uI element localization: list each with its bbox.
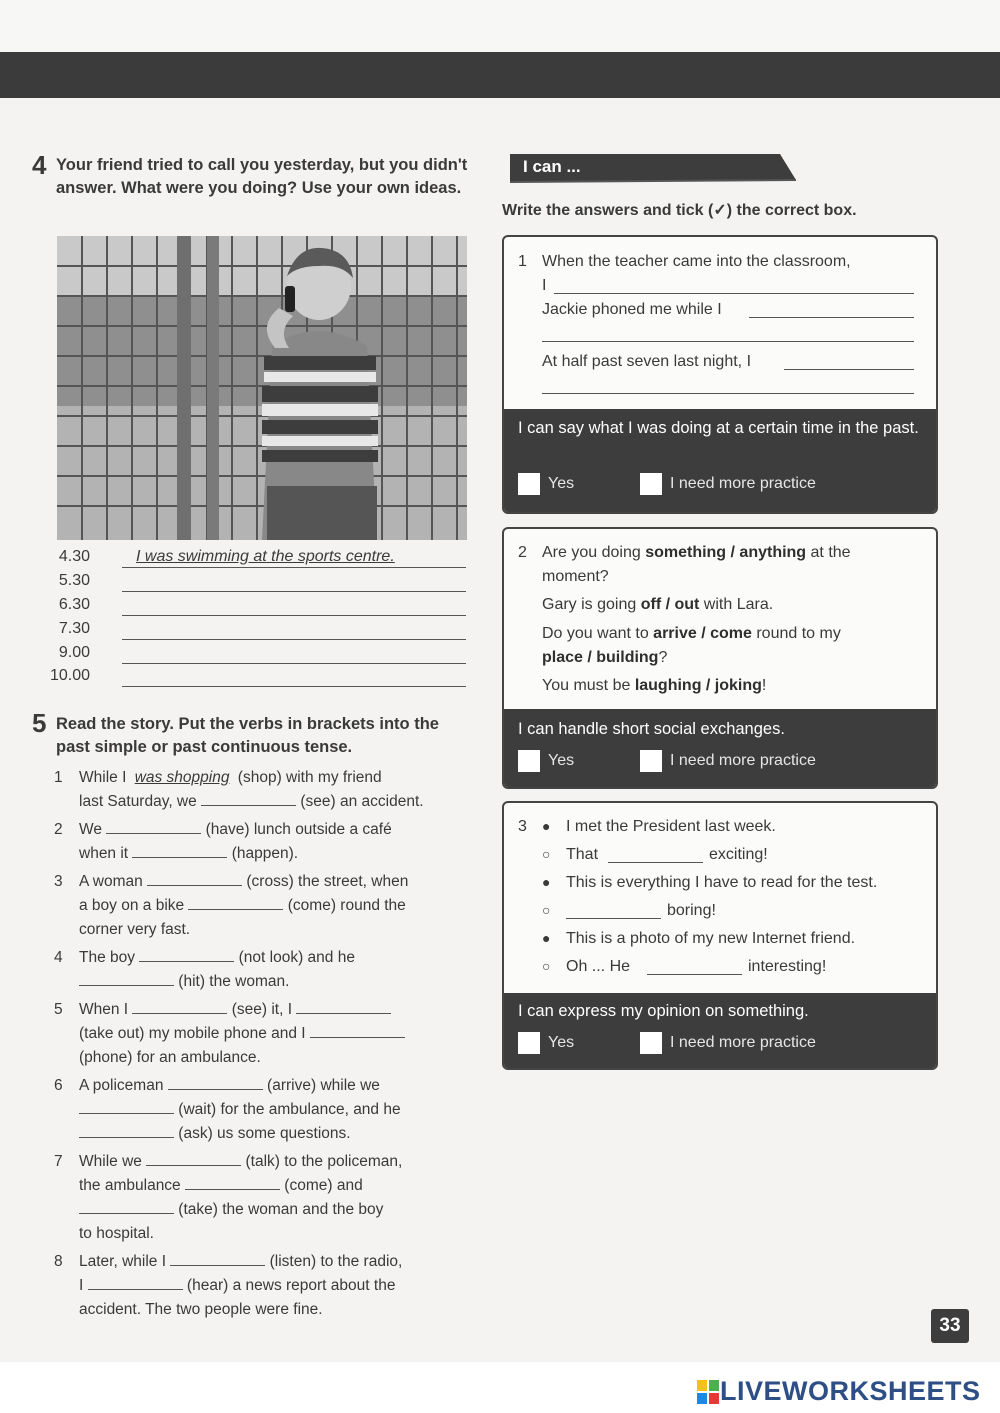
answer-line[interactable] bbox=[122, 591, 466, 592]
verb-blank[interactable] bbox=[106, 819, 201, 834]
hollow-bullet: ○ bbox=[542, 902, 551, 918]
sentence-line: Are you doing something / anything at the bbox=[542, 544, 851, 561]
can-do-statement: I can say what I was doing at a certain time in the past. bbox=[518, 419, 919, 437]
answer-line[interactable] bbox=[566, 917, 661, 919]
example-answer: I was swimming at the sports centre. bbox=[136, 548, 395, 565]
word-choice[interactable]: arrive / come bbox=[653, 625, 752, 642]
header-bar bbox=[0, 52, 1000, 98]
self-check-box-1 bbox=[502, 235, 938, 514]
practice-checkbox[interactable] bbox=[640, 1032, 662, 1054]
item-line: corner very fast. bbox=[79, 921, 191, 938]
exercise-4-heading: Your friend tried to call you yesterday, but you didn't answer. What were you doing? Use your own ideas. bbox=[56, 156, 468, 197]
verb-blank[interactable] bbox=[79, 1123, 174, 1138]
verb-blank[interactable] bbox=[188, 895, 283, 910]
item-text bbox=[79, 1150, 474, 1246]
time-label: 6.30 bbox=[58, 596, 90, 613]
answer-line[interactable] bbox=[542, 340, 914, 342]
liveworksheets-logo-icon bbox=[697, 1380, 719, 1404]
exercise-5-item bbox=[54, 766, 474, 814]
practice-label: I need more practice bbox=[670, 1034, 816, 1051]
answer-line[interactable] bbox=[647, 973, 742, 975]
item-text bbox=[79, 870, 474, 942]
yes-checkbox[interactable] bbox=[518, 750, 540, 772]
verb-blank[interactable] bbox=[147, 871, 242, 886]
item-line: (take) the woman and the boy bbox=[79, 1198, 474, 1222]
verb-blank[interactable] bbox=[79, 1199, 174, 1214]
time-row[interactable] bbox=[40, 620, 470, 644]
page-number: 33 bbox=[931, 1309, 969, 1343]
self-check-box-2 bbox=[502, 527, 938, 789]
yes-checkbox[interactable] bbox=[518, 1032, 540, 1054]
item-text bbox=[79, 766, 474, 814]
item-line: (hit) the woman. bbox=[79, 970, 474, 994]
item-line: When I (see) it, I bbox=[79, 998, 474, 1022]
dialogue-line: Oh ... He bbox=[566, 958, 631, 975]
verb-blank[interactable] bbox=[132, 843, 227, 858]
exercise-5-item bbox=[54, 870, 474, 942]
answer-line[interactable] bbox=[122, 639, 466, 640]
exercise-5-item bbox=[54, 1150, 474, 1246]
item-number: 7 bbox=[54, 1153, 63, 1170]
item-line: when it (happen). bbox=[79, 845, 299, 862]
verb-blank[interactable] bbox=[139, 947, 234, 962]
item-line: last Saturday, we (see) an accident. bbox=[79, 793, 424, 810]
answer-line[interactable] bbox=[122, 686, 466, 687]
item-line: A woman (cross) the street, when bbox=[79, 873, 409, 890]
item-text bbox=[79, 818, 474, 866]
dialogue-line: This is everything I have to read for the test. bbox=[566, 874, 878, 891]
verb-blank[interactable] bbox=[170, 1251, 265, 1266]
item-number: 2 bbox=[54, 821, 63, 838]
verb-blank[interactable] bbox=[168, 1075, 263, 1090]
example-answer: was shopping bbox=[134, 769, 230, 786]
verb-blank[interactable] bbox=[310, 1023, 405, 1038]
item-line: to hospital. bbox=[79, 1225, 154, 1242]
filled-bullet: ● bbox=[542, 874, 551, 890]
boy-on-phone-photo bbox=[57, 236, 467, 540]
prompt-text: I bbox=[542, 277, 547, 294]
verb-blank[interactable] bbox=[79, 971, 174, 986]
verb-blank[interactable] bbox=[132, 999, 227, 1014]
prompt-text: At half past seven last night, I bbox=[542, 353, 752, 370]
answer-line[interactable] bbox=[749, 316, 914, 318]
i-can-instruction: Write the answers and tick (✓) the correct box. bbox=[502, 202, 857, 219]
dialogue-line: This is a photo of my new Internet friend. bbox=[566, 930, 856, 947]
time-label: 7.30 bbox=[58, 620, 90, 637]
sentence-line: You must be laughing / joking! bbox=[542, 677, 767, 694]
item-line: The boy (not look) and he bbox=[79, 949, 355, 966]
item-line: While we (talk) to the policeman, bbox=[79, 1153, 403, 1170]
verb-blank[interactable] bbox=[146, 1151, 241, 1166]
self-check-box-3 bbox=[502, 801, 938, 1070]
hollow-bullet: ○ bbox=[542, 958, 551, 974]
item-text bbox=[79, 998, 474, 1070]
verb-blank[interactable] bbox=[185, 1175, 280, 1190]
item-line: a boy on a bike (come) round the bbox=[79, 897, 406, 914]
time-row[interactable] bbox=[40, 596, 470, 620]
time-label: 4.30 bbox=[58, 548, 90, 565]
item-text bbox=[79, 1074, 474, 1146]
item-line: While I was shopping (shop) with my friend bbox=[79, 766, 474, 790]
can-do-panel bbox=[504, 709, 936, 787]
item-line: A policeman (arrive) while we bbox=[79, 1077, 380, 1094]
item-line: (phone) for an ambulance. bbox=[79, 1049, 261, 1066]
word-choice[interactable]: something / anything bbox=[645, 544, 807, 561]
can-do-statement: I can express my opinion on something. bbox=[518, 1002, 809, 1020]
i-can-title: I can ... bbox=[523, 157, 581, 176]
time-label: 9.00 bbox=[58, 644, 90, 661]
photo-illustration bbox=[57, 236, 467, 540]
dialogue-line: exciting! bbox=[709, 846, 768, 863]
item-line: (ask) us some questions. bbox=[79, 1122, 474, 1146]
practice-label: I need more practice bbox=[670, 752, 816, 769]
item-number: 8 bbox=[54, 1253, 63, 1270]
verb-blank[interactable] bbox=[201, 791, 296, 806]
page-top-margin bbox=[0, 0, 1000, 52]
answer-line[interactable] bbox=[608, 861, 703, 863]
yes-checkbox[interactable] bbox=[518, 473, 540, 495]
exercise-5-item bbox=[54, 946, 474, 994]
time-row[interactable] bbox=[40, 572, 470, 596]
item-number: 2 bbox=[518, 544, 527, 561]
prompt-text: Jackie phoned me while I bbox=[542, 301, 722, 318]
item-text bbox=[79, 1250, 474, 1322]
answer-line[interactable] bbox=[122, 615, 466, 616]
can-do-panel bbox=[504, 409, 936, 512]
exercise-5-heading: Read the story. Put the verbs in brackets into the past simple or past continuous tense. bbox=[56, 715, 439, 756]
item-line: I (hear) a news report about the bbox=[79, 1277, 396, 1294]
answer-line[interactable] bbox=[784, 368, 914, 370]
logo-blocks-icon bbox=[697, 1380, 719, 1404]
verb-blank[interactable] bbox=[79, 1099, 174, 1114]
practice-checkbox[interactable] bbox=[640, 473, 662, 495]
time-label: 10.00 bbox=[49, 667, 90, 684]
exercise-4-number: 4 bbox=[32, 150, 47, 180]
can-do-panel bbox=[504, 993, 936, 1068]
answer-line[interactable] bbox=[554, 292, 914, 294]
practice-label: I need more practice bbox=[670, 475, 816, 492]
exercise-5-item bbox=[54, 998, 474, 1070]
yes-label: Yes bbox=[548, 475, 575, 492]
item-number: 6 bbox=[54, 1077, 63, 1094]
item-number: 3 bbox=[518, 818, 527, 835]
dialogue-line: boring! bbox=[667, 902, 716, 919]
exercise-5-item bbox=[54, 1074, 474, 1146]
exercise-5-item bbox=[54, 1250, 474, 1322]
item-line: (wait) for the ambulance, and he bbox=[79, 1098, 474, 1122]
item-line: the ambulance (come) and bbox=[79, 1177, 363, 1194]
answer-line bbox=[122, 567, 466, 568]
sentence-line: place / building? bbox=[542, 649, 668, 666]
dialogue-line: interesting! bbox=[748, 958, 827, 975]
item-number: 5 bbox=[54, 1001, 63, 1018]
word-choice[interactable]: laughing / joking bbox=[634, 677, 762, 694]
practice-checkbox[interactable] bbox=[640, 750, 662, 772]
yes-label: Yes bbox=[548, 1034, 575, 1051]
sentence-line: Gary is going off / out with Lara. bbox=[542, 596, 774, 613]
hollow-bullet: ○ bbox=[542, 846, 551, 862]
item-number: 1 bbox=[518, 253, 527, 270]
i-can-tab bbox=[510, 152, 795, 184]
item-text bbox=[79, 946, 474, 994]
time-label: 5.30 bbox=[58, 572, 90, 589]
item-number: 4 bbox=[54, 949, 63, 966]
yes-label: Yes bbox=[548, 752, 575, 769]
can-do-statement: I can handle short social exchanges. bbox=[518, 720, 785, 738]
sentence-line: Do you want to arrive / come round to my bbox=[542, 625, 841, 642]
filled-bullet: ● bbox=[542, 930, 551, 946]
exercise-5-number: 5 bbox=[32, 708, 47, 738]
time-row[interactable] bbox=[40, 667, 470, 691]
item-number: 1 bbox=[54, 769, 63, 786]
item-line: Later, while I (listen) to the radio, bbox=[79, 1253, 403, 1270]
word-choice[interactable]: place / building bbox=[542, 649, 659, 666]
sentence-line: moment? bbox=[542, 568, 609, 585]
item-line: (take out) my mobile phone and I bbox=[79, 1022, 474, 1046]
filled-bullet: ● bbox=[542, 818, 551, 834]
item-number: 3 bbox=[54, 873, 63, 890]
item-line: We (have) lunch outside a café bbox=[79, 821, 392, 838]
word-choice[interactable]: off / out bbox=[640, 596, 700, 613]
dialogue-line: That bbox=[566, 846, 599, 863]
time-row[interactable] bbox=[40, 644, 470, 668]
item-line: accident. The two people were fine. bbox=[79, 1301, 323, 1318]
exercise-5-item bbox=[54, 818, 474, 866]
answer-line[interactable] bbox=[122, 663, 466, 664]
liveworksheets-brand[interactable]: LIVEWORKSHEETS bbox=[720, 1376, 981, 1406]
dialogue-line: I met the President last week. bbox=[566, 818, 776, 835]
prompt-text: When the teacher came into the classroom, bbox=[542, 253, 851, 270]
verb-blank[interactable] bbox=[88, 1275, 183, 1290]
time-row bbox=[40, 548, 470, 572]
verb-blank[interactable] bbox=[296, 999, 391, 1014]
answer-line[interactable] bbox=[542, 392, 914, 394]
